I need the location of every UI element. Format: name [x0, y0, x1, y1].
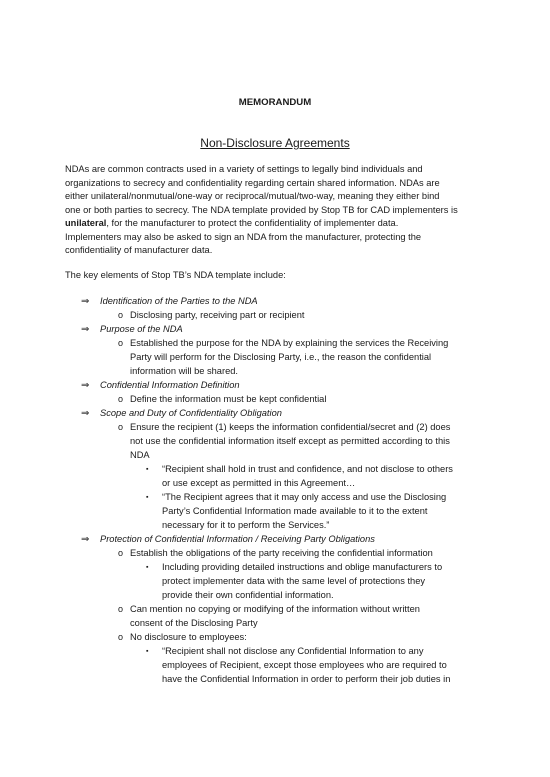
outline-item-text: Party will perform for the Disclosing Party, i.e., the reason the confidential [130, 352, 432, 362]
square-bullet-icon: ▪ [146, 466, 149, 473]
circle-bullet-icon: o [118, 394, 124, 404]
outline-subitem-text: “Recipient shall not disclose any Confidential Information to any [162, 646, 424, 656]
outline-item-text: information will be shared. [130, 366, 238, 376]
outline-item-text: Established the purpose for the NDA by explaining the services the Receiving [130, 338, 449, 348]
square-bullet-icon: ▪ [146, 494, 149, 501]
outline-subitem-text: employees of Recipient, except those employees who are required to [162, 660, 447, 670]
outline-subitem-text: Party’s Confidential Information made available to it to the extent [162, 506, 428, 516]
outline-item-text: Define the information must be kept confidential [130, 394, 327, 404]
intro-line: organizations to secrecy and confidentiality regarding certain shared information. NDAs are [65, 177, 440, 188]
outline-subitem-text: necessary for it to perform the Services.” [162, 520, 330, 530]
intro-line: one or both parties to secrecy. The NDA template provided by Stop TB for CAD implementers is [65, 204, 458, 215]
circle-bullet-icon: o [118, 548, 124, 558]
intro-line-rest: , for the manufacturer to protect the confidentiality of implementer data. [106, 218, 399, 228]
intro-line: Implementers may also be asked to sign an NDA from the manufacturer, protecting the [65, 231, 422, 242]
outline-heading-text: Protection of Confidential Information / Receiving Party Obligations [100, 534, 375, 544]
intro-line: NDAs are common contracts used in a variety of settings to legally bind individuals and [65, 164, 423, 174]
key-elements-lead: The key elements of Stop TB’s NDA template include: [65, 270, 286, 280]
outline-heading-text: Scope and Duty of Confidentiality Obligation [100, 408, 282, 418]
circle-bullet-icon: o [118, 422, 124, 432]
document-title: Non-Disclosure Agreements [200, 136, 350, 150]
memo-heading: MEMORANDUM [238, 97, 312, 108]
arrow-bullet-icon: ⇒ [81, 380, 90, 391]
outline-subitem-text: “The Recipient agrees that it may only access and use the Disclosing [162, 492, 447, 502]
outline-heading-text: Confidential Information Definition [100, 380, 240, 390]
bold-term: unilateral [65, 218, 107, 228]
outline-subitem-text: protect implementer data with the same level of protections they [162, 576, 426, 586]
arrow-bullet-icon: ⇒ [81, 534, 90, 545]
outline-item-text: NDA [130, 450, 150, 460]
outline-subitem-text: provide their own confidential information. [162, 590, 334, 600]
circle-bullet-icon: o [118, 632, 124, 642]
circle-bullet-icon: o [118, 338, 124, 348]
outline-heading-text: Identification of the Parties to the NDA [100, 296, 258, 306]
outline-item-text: No disclosure to employees: [130, 632, 247, 642]
outline-item-text: consent of the Disclosing Party [130, 618, 258, 628]
arrow-bullet-icon: ⇒ [81, 408, 90, 419]
outline-subitem-text: “Recipient shall hold in trust and confidence, and not disclose to others [162, 464, 453, 474]
square-bullet-icon: ▪ [146, 648, 149, 655]
arrow-bullet-icon: ⇒ [81, 296, 90, 307]
circle-bullet-icon: o [118, 604, 124, 614]
outline-subitem-text: or use except as permitted in this Agreement… [162, 478, 356, 488]
square-bullet-icon: ▪ [146, 564, 149, 571]
outline-item-text: Disclosing party, receiving part or recipient [130, 310, 305, 320]
circle-bullet-icon: o [118, 310, 124, 320]
arrow-bullet-icon: ⇒ [81, 324, 90, 335]
outline-item-text: Ensure the recipient (1) keeps the information confidential/secret and (2) does [130, 422, 451, 432]
outline-item-text: not use the confidential information itself except as permitted according to this [130, 436, 450, 446]
outline-item-text: Establish the obligations of the party receiving the confidential information [130, 548, 433, 558]
intro-paragraph [65, 163, 495, 258]
outline-subitem-text: have the Confidential Information in order to perform their job duties in [162, 674, 451, 684]
outline-item-text: Can mention no copying or modifying of the information without written [130, 604, 420, 614]
outline-subitem-text: Including providing detailed instructions and oblige manufacturers to [162, 562, 443, 572]
outline-heading-text: Purpose of the NDA [100, 324, 183, 334]
intro-line: either unilateral/nonmutual/one-way or reciprocal/mutual/two-way, meaning they either bind [65, 191, 440, 201]
intro-line [65, 217, 495, 231]
intro-line: confidentiality of manufacturer data. [65, 245, 213, 255]
